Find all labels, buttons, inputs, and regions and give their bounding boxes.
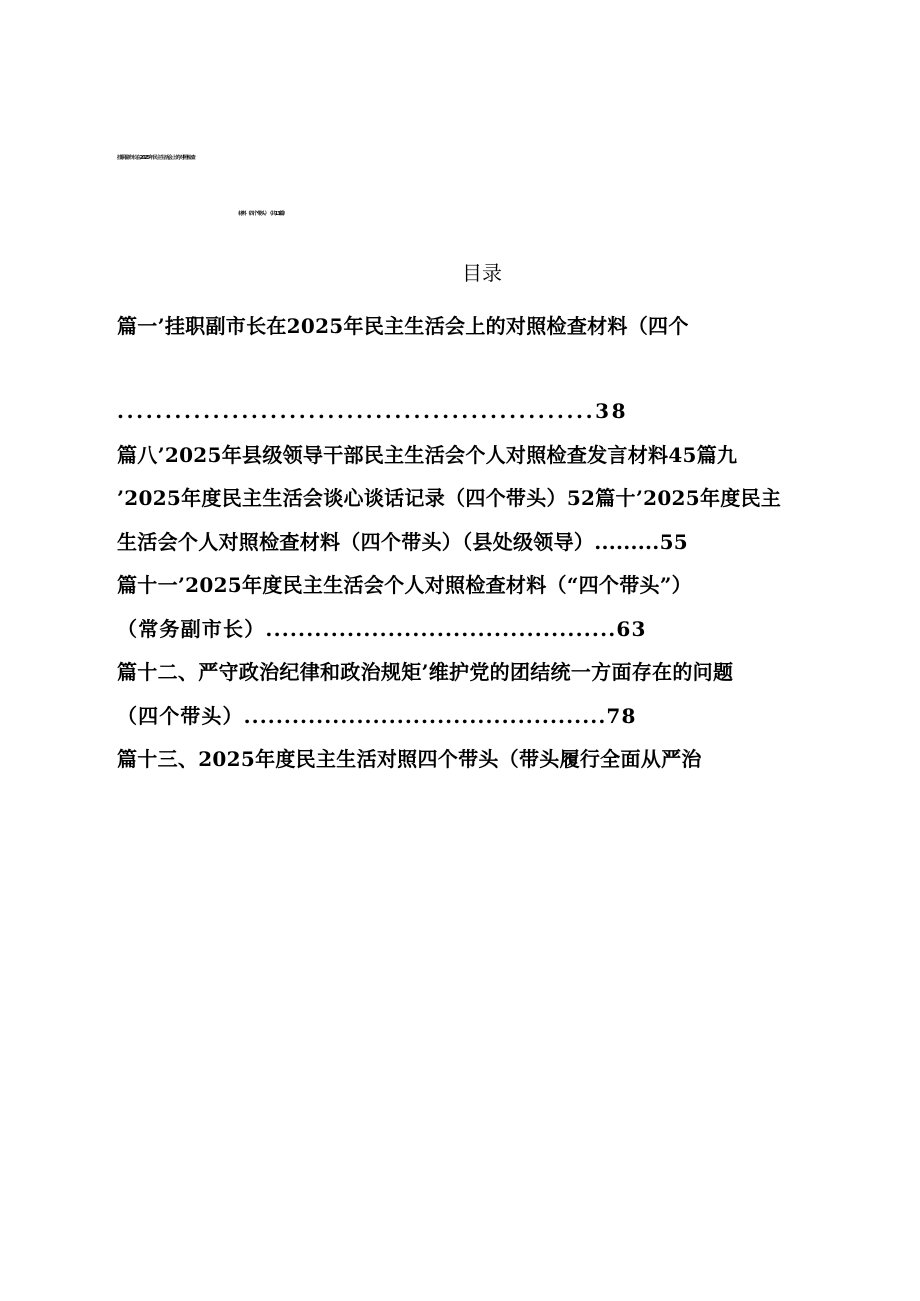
toc-heading: 目录 — [462, 261, 502, 285]
toc-entry-12-title: 篇十二、严守政治纪律和政治规矩’维护党的团结统一方面存在的问题 — [117, 660, 734, 684]
toc-entry-12-leader: （四个带头）.............................................78 — [117, 704, 637, 728]
toc-entry-11-title: 篇十一’2025年度民主生活会个人对照检查材料（“四个带头”） — [117, 573, 692, 597]
toc-entry-10: 生活会个人对照检查材料（四个带头）（县处级领导）.........55 — [117, 530, 688, 554]
toc-entry-1-title: 篇一’挂职副市长在2025年民主生活会上的对照检查材料（四个 — [117, 314, 689, 338]
toc-entry-8: 篇八’2025年县级领导干部民主生活会个人对照检查发言材料45篇九 — [117, 443, 738, 467]
toc-entry-1-leader: ..................................................38 — [117, 399, 629, 423]
document-title-line-1: 挂职副市长在2025年民主生活会上的对照检查 — [117, 155, 195, 161]
toc-entry-13-title: 篇十三、2025年度民主生活对照四个带头（带头履行全面从严治 — [117, 747, 702, 771]
document-title-line-2: 材料（四个带头） （共13篇） — [238, 211, 287, 217]
toc-entry-11-leader: （常务副市长）...........................................63 — [117, 617, 647, 641]
toc-entry-9: ’2025年度民主生活会谈心谈话记录（四个带头）52篇十’2025年度民主 — [117, 486, 782, 510]
